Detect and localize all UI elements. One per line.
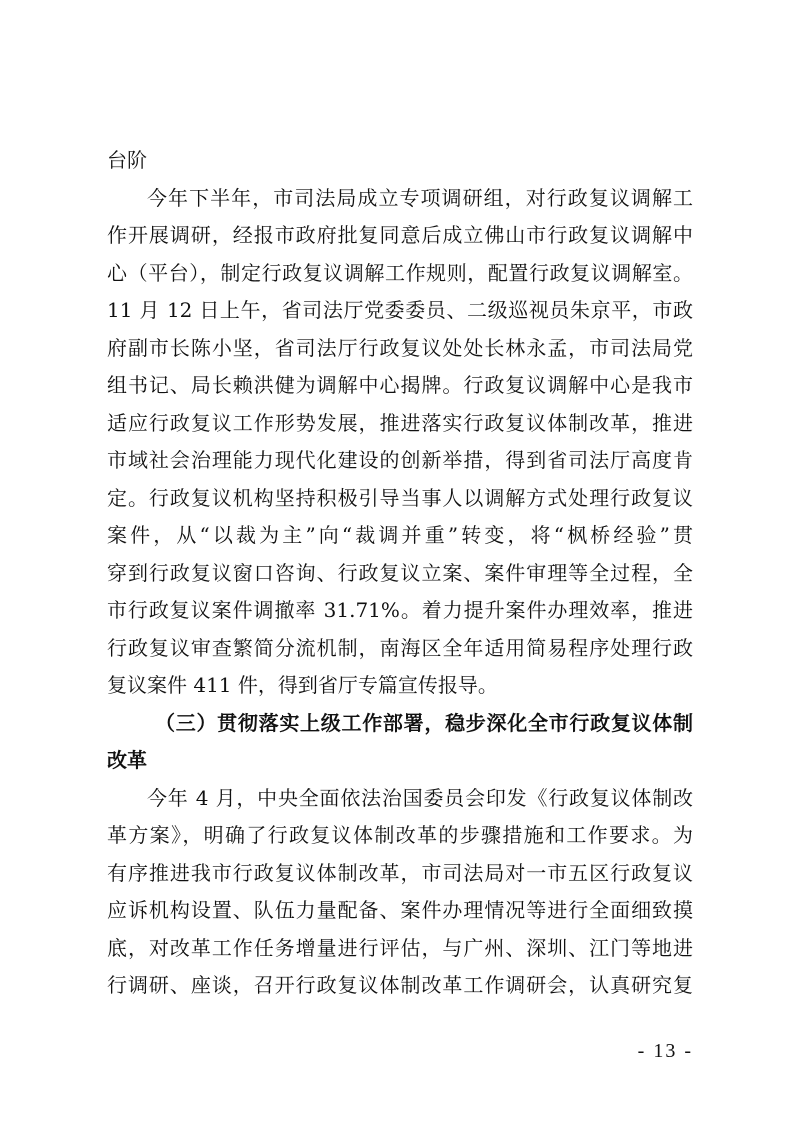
paragraph-line: 组书记、局长赖洪健为调解中心揭牌。行政复议调解中心是我市: [107, 373, 693, 397]
paragraph-line: 台阶: [107, 148, 147, 172]
paragraph-line: 底，对改革工作任务增量进行评估，与广州、深圳、江门等地进: [107, 935, 693, 960]
section-heading-line: （三）贯彻落实上级工作部署，稳步深化全市行政复议体制: [155, 710, 693, 735]
paragraph-line: 市行政复议案件调撤率 31.71%。着力提升案件办理效率，推进: [107, 598, 693, 622]
paragraph-line: 穿到行政复议窗口咨询、行政复议立案、案件审理等全过程，全: [107, 560, 693, 585]
page-number: - 13 -: [637, 1040, 693, 1062]
paragraph-line: 府副市长陈小坚，省司法厅行政复议处处长林永孟，市司法局党: [107, 335, 693, 360]
paragraph-line: 定。行政复议机构坚持积极引导当事人以调解方式处理行政复议: [107, 485, 693, 510]
paragraph-line: 案件，从“以裁为主”向“裁调并重”转变，将“枫桥经验”贯: [107, 523, 693, 547]
paragraph-line: 行政复议审查繁简分流机制，南海区全年适用简易程序处理行政: [107, 635, 693, 660]
paragraph-line: 复议案件 411 件，得到省厅专篇宣传报导。: [107, 673, 498, 697]
paragraph-line: 行调研、座谈，召开行政复议体制改革工作调研会，认真研究复: [107, 973, 693, 997]
paragraph-line: 作开展调研，经报市政府批复同意后成立佛山市行政复议调解中: [107, 223, 693, 247]
paragraph-line: 有序推进我市行政复议体制改革，市司法局对一市五区行政复议: [107, 860, 693, 885]
paragraph-line: 心（平台），制定行政复议调解工作规则，配置行政复议调解室。: [107, 260, 693, 285]
paragraph-line: 应诉机构设置、队伍力量配备、案件办理情况等进行全面细致摸: [107, 898, 693, 922]
paragraph-line: 11 月 12 日上午，省司法厅党委委员、二级巡视员朱京平，市政: [107, 298, 693, 322]
paragraph-line: 适应行政复议工作形势发展，推进落实行政复议体制改革，推进: [107, 410, 693, 435]
body-text: [107, 142, 693, 1005]
paragraph-line: 革方案》，明确了行政复议体制改革的步骤措施和工作要求。为: [107, 823, 693, 847]
paragraph-line: 市域社会治理能力现代化建设的创新举措，得到省司法厅高度肯: [107, 448, 693, 472]
paragraph-line: 今年 4 月，中央全面依法治国委员会印发《行政复议体制改: [147, 785, 693, 810]
section-heading-line: 改革: [107, 748, 147, 772]
paragraph-line: 今年下半年，市司法局成立专项调研组，对行政复议调解工: [147, 185, 693, 210]
